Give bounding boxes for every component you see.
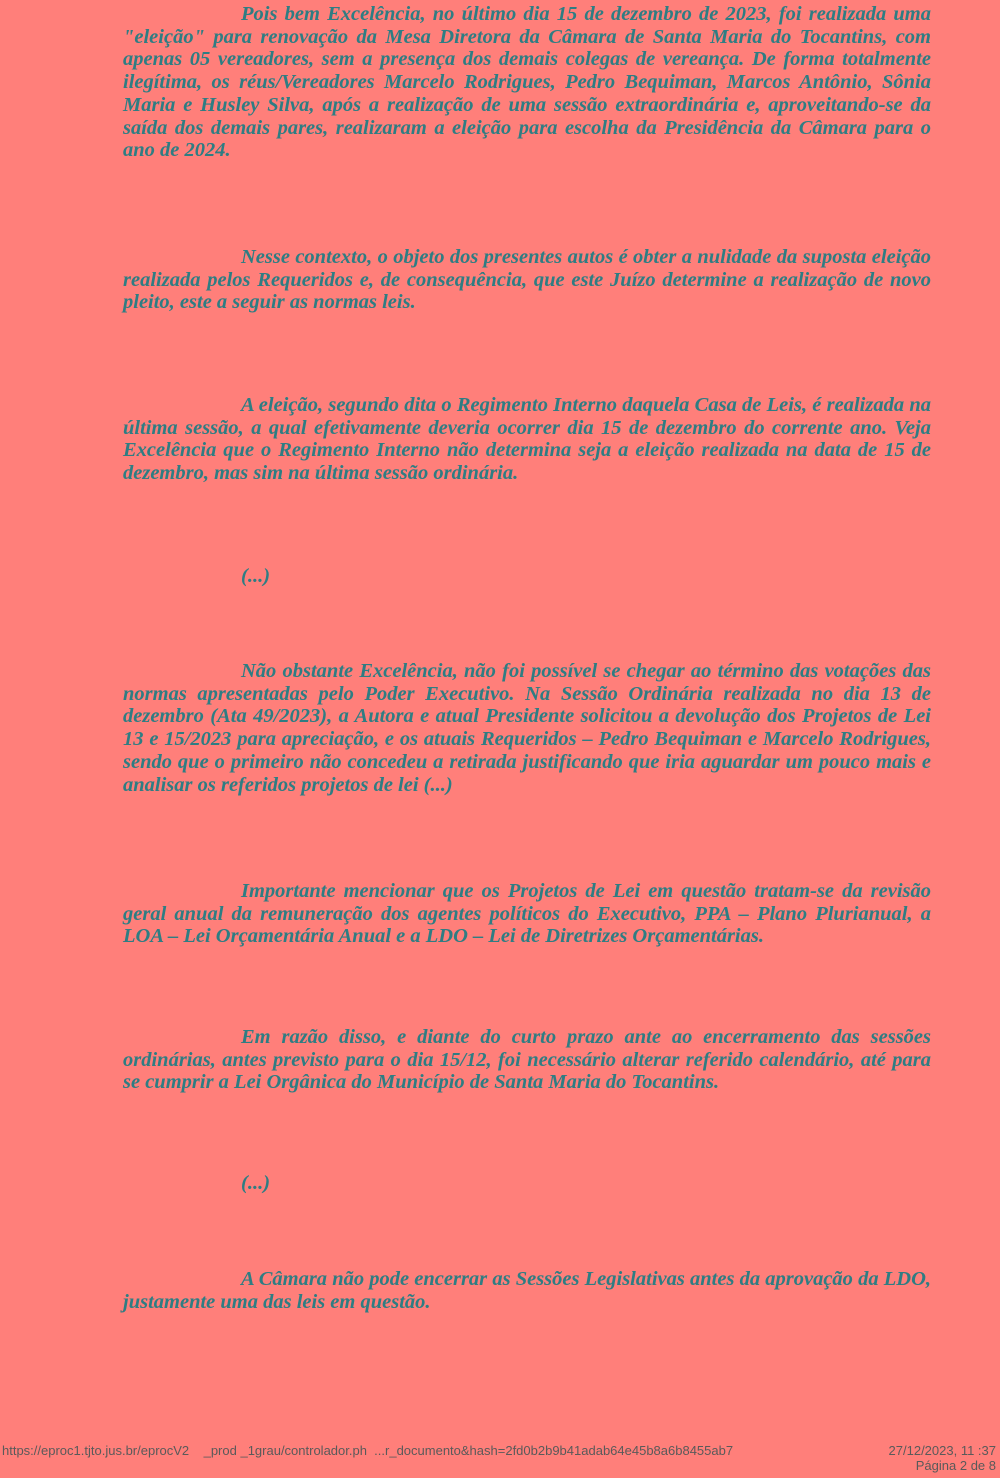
footer-datetime: 27/12/2023, 11 :37 [888, 1443, 996, 1458]
document-body [123, 0, 931, 1478]
paragraph-4: Não obstante Excelência, não foi possível se chegar ao término das votações das normas apresentadas pelo Poder Executivo. Na Sessão Ordinária realizada no dia 13 de dezembro (Ata 49/2023), a Autora e atual Presidente solicitou a devolução dos Projetos de Lei 13 e 15/2023 para apreciação, e os atuais Requeridos – Pedro Bequiman e Marcelo Rodrigues, sendo que o primeiro não concedeu a retirada justificando que iria aguardar um pouco mais e analisar os referidos projetos de lei (...) [123, 660, 931, 796]
paragraph-3: A eleição, segundo dita o Regimento Interno daquela Casa de Leis, é realizada na última sessão, a qual efetivamente deveria ocorrer dia 15 de dezembro do corrente ano. Veja Excelência que o Regimento Interno não determina seja a eleição realizada na data de 15 de dezembro, mas sim na última sessão ordinária. [123, 394, 931, 485]
ellipsis-2: (...) [241, 1172, 271, 1194]
paragraph-5: Importante mencionar que os Projetos de Lei em questão tratam-se da revisão geral anual da remuneração dos agentes políticos do Executivo, PPA – Plano Plurianual, a LOA – Lei Orçamentária Anual e a LDO – Lei de Diretrizes Orçamentárias. [123, 880, 931, 948]
footer-meta [889, 1443, 996, 1473]
paragraph-1: Pois bem Excelência, no último dia 15 de dezembro de 2023, foi realizada uma "eleição" para renovação da Mesa Diretora da Câmara de Santa Maria do Tocantins, com apenas 05 vereadores, sem a presença dos demais colegas de vereança. De forma totalmente ilegítima, os réus/Vereadores Marcelo Rodrigues, Pedro Bequiman, Marcos Antônio, Sônia Maria e Husley Silva, após a realização de uma sessão extraordinária e, aproveitando-se da saída dos demais pares, realizaram a eleição para escolha da Presidência da Câmara para o ano de 2024. [123, 3, 931, 162]
ellipsis-1: (...) [241, 565, 271, 587]
paragraph-6: Em razão disso, e diante do curto prazo ante ao encerramento das sessões ordinárias, antes previsto para o dia 15/12, foi necessário alterar referido calendário, até para se cumprir a Lei Orgânica do Município de Santa Maria do Tocantins. [123, 1026, 931, 1094]
footer-page-number: Página 2 de 8 [915, 1458, 996, 1473]
footer-url: https://eproc1.tjto.jus.br/eprocV2 _prod _1grau/controlador.ph ...r_documento&hash=2fd0b2b9b41adab64e45b8a6b8455ab7 [2, 1443, 734, 1458]
paragraph-2: Nesse contexto, o objeto dos presentes autos é obter a nulidade da suposta eleição realizada pelos Requeridos e, de consequência, que este Juízo determine a realização de novo pleito, este a seguir as normas leis. [123, 246, 931, 314]
paragraph-7: A Câmara não pode encerrar as Sessões Legislativas antes da aprovação da LDO, justamente uma das leis em questão. [123, 1268, 931, 1313]
